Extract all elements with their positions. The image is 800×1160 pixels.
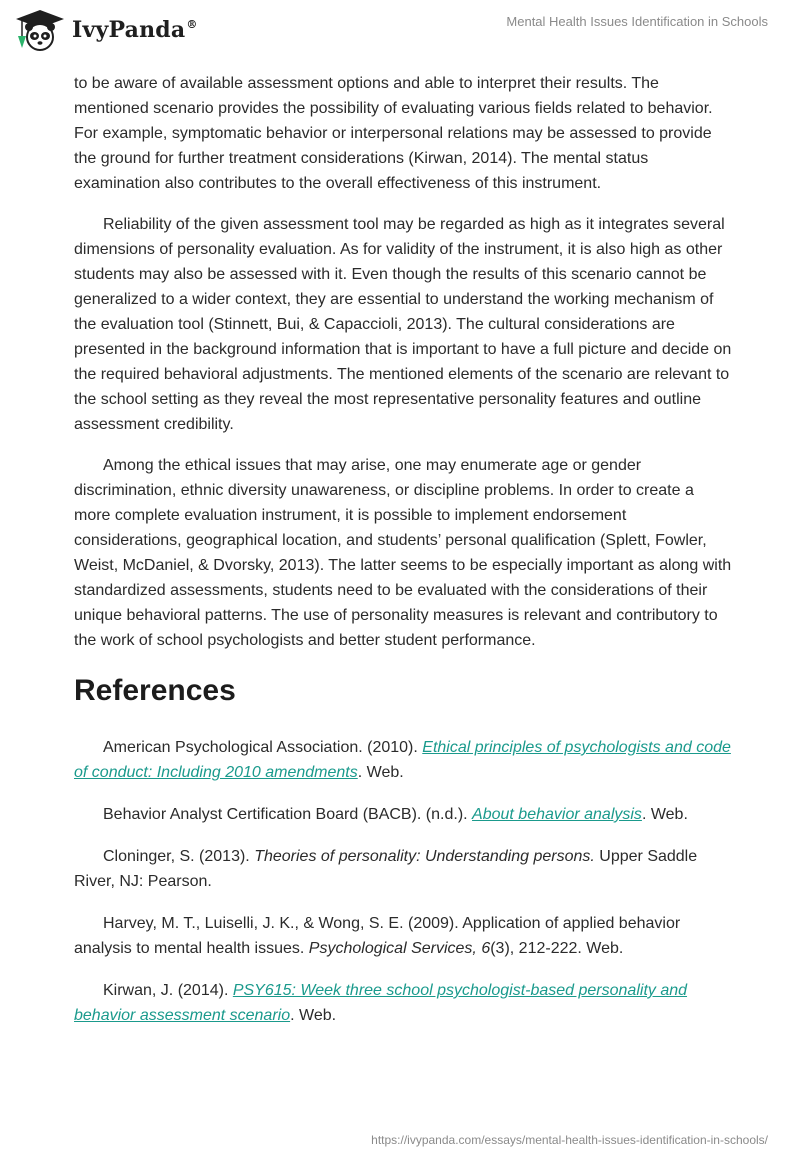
reference-item: Cloninger, S. (2013). Theories of personality: Understanding persons. Upper Saddle River, NJ: Pearson.	[74, 848, 698, 890]
reference-item: Harvey, M. T., Luiselli, J. K., & Wong, S. E. (2009). Application of applied behavior analysis to mental health issues. Psychological Services, 6(3), 212-222. Web.	[74, 915, 681, 957]
document-title: Mental Health Issues Identification in Schools	[506, 14, 768, 29]
panda-graduate-icon	[14, 8, 66, 52]
source-url: https://ivypanda.com/essays/mental-health-issues-identification-in-schools/	[371, 1133, 768, 1147]
essay-content	[74, 71, 734, 1045]
page-header	[0, 0, 800, 62]
reference-item: Behavior Analyst Certification Board (BACB). (n.d.). About behavior analysis. Web.	[103, 806, 688, 823]
body-paragraph: to be aware of available assessment options and able to interpret their results. The mentioned scenario provides the possibility of evaluating various fields related to behavior. For example, symptomatic behavior or interpersonal relations may be assessed to provide the ground for further treatment considerations (Kirwan, 2014). The mental status examination also contributes to the overall effectiveness of this instrument.	[74, 75, 713, 192]
brand-name: IvyPanda®	[72, 17, 198, 43]
reference-link[interactable]: Ethical principles of psychologists and code of conduct: Including 2010 amendments	[74, 739, 731, 781]
reference-link[interactable]: About behavior analysis	[472, 806, 642, 823]
reference-title: Theories of personality: Understanding persons.	[254, 848, 595, 865]
references-heading: References	[74, 674, 236, 707]
reference-link[interactable]: PSY615: Week three school psychologist-based personality and behavior assessment scenario	[74, 982, 688, 1024]
body-paragraph: Reliability of the given assessment tool may be regarded as high as it integrates several dimensions of personality evaluation. As for validity of the instrument, it is also high as other students may also be assessed with it. Even though the results of this scenario cannot be generalized to a wider context, they are essential to understand the working mechanism of the evaluation tool (Stinnett, Bui, & Capaccioli, 2013). The cultural considerations are presented in the background information that is important to have a full picture and decide on the required behavioral adjustments. The mentioned elements of the scenario are relevant to the school setting as they reveal the most representative personality features and outline assessment credibility.	[74, 216, 732, 433]
ivypanda-logo[interactable]	[14, 8, 198, 52]
registered-mark: ®	[186, 18, 198, 31]
reference-item: American Psychological Association. (2010). Ethical principles of psychologists and code of conduct: Including 2010 amendments. Web.	[74, 739, 731, 781]
reference-journal: Psychological Services, 6	[308, 940, 491, 957]
reference-item: Kirwan, J. (2014). PSY615: Week three school psychologist-based personality and behavior assessment scenario. Web.	[74, 982, 688, 1024]
body-paragraph: Among the ethical issues that may arise, one may enumerate age or gender discrimination, ethnic diversity unawareness, or discipline problems. In order to create a more complete evaluation instrument, it is possible to implement endorsement considerations, geographical location, and students’ personal qualification (Splett, Fowler, Weist, McDaniel, & Dvorsky, 2013). The latter seems to be especially important as along with standardized assessments, students need to be evaluated with the considerations of their unique behavioral patterns. The use of personality measures is relevant and contributory to the work of school psychologists and better student performance.	[74, 457, 732, 649]
